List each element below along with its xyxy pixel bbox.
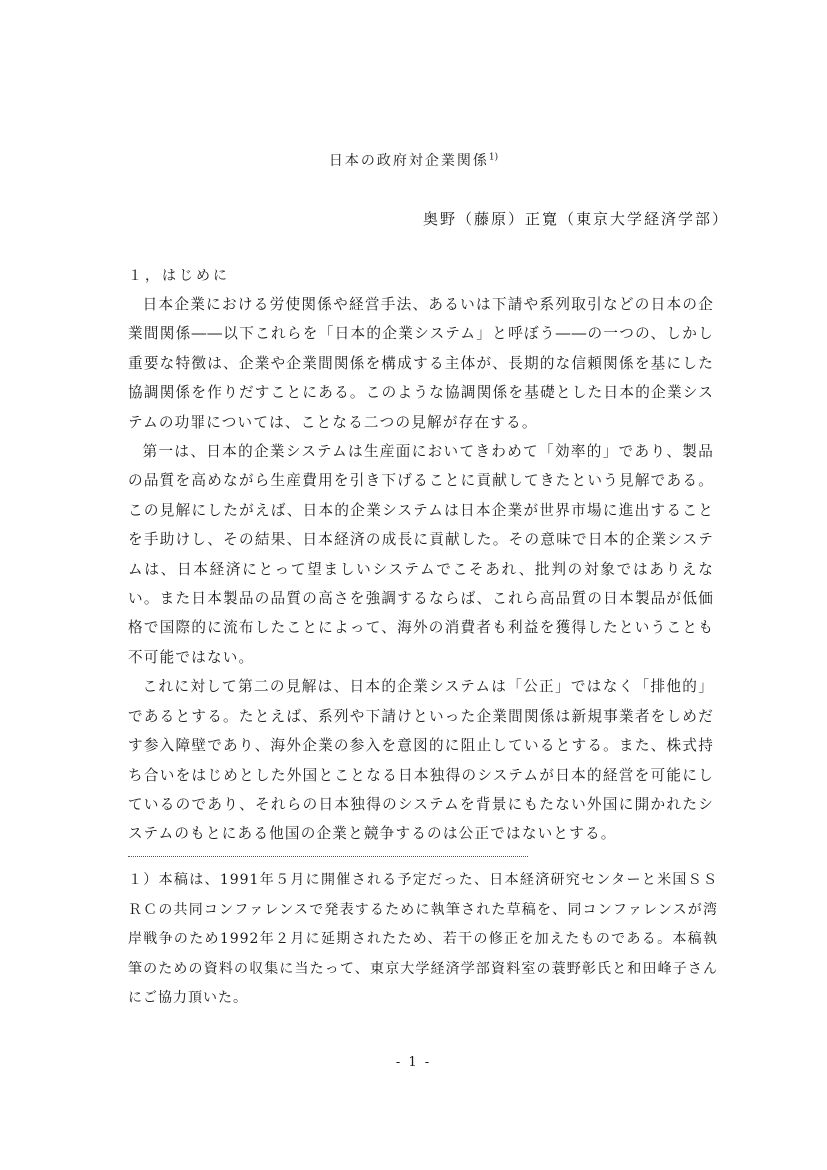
paragraph-3: これに対して第二の見解は、日本的企業システムは「公正」ではなく「排他的」であるとする。たとえば、系列や下請けといった企業間関係は新規事業者をしめだす参入障壁であり、海外企業の参入を意図的に阻止しているとする。また、株式持ち合いをはじめとした外国とことなる日本独得のシステムが日本的経営を可能にしているのであり、それらの日本独得のシステムを背景にもたない外国に開かれたシステムのもとにある他国の企業と競争するのは公正ではないとする。 [128, 678, 714, 843]
footnote-divider [128, 856, 528, 857]
page-number: - 1 - [395, 1055, 432, 1070]
author-line: 奥野（藤原）正寛（東京大学経済学部） [422, 210, 729, 228]
body-text [128, 290, 714, 849]
section-heading: １，はじめに [128, 268, 230, 284]
title-footnote-marker: 1) [488, 152, 499, 163]
paragraph-2: 第一は、日本的企業システムは生産面においてきわめて「効率的」であり、製品の品質を高めながら生産費用を引き下げることに貢献してきたという見解である。この見解にしたがえば、日本的企業システムは日本企業が世界市場に進出することを手助けし、その結果、日本経済の成長に貢献した。その意味で日本的企業システムは、日本経済にとって望ましいシステムでこそあれ、批判の対象ではありえない。また日本製品の品質の高さを強調するならば、これら高品質の日本製品が低価格で国際的に流布したことによって、海外の消費者も利益を獲得したということも不可能ではない。 [128, 443, 714, 666]
page-title [0, 150, 827, 170]
paragraph-1: 日本企業における労使関係や経営手法、あるいは下請や系列取引などの日本の企業間関係――以下これらを「日本的企業システム」と呼ぼう――の一つの、しかし重要な特徴は、企業や企業間関係を構成する主体が、長期的な信頼関係を基にした協調関係を作りだすことにある。このような協調関係を基礎とした日本的企業システムの功罪については、ことなる二つの見解が存在する。 [128, 296, 715, 431]
footnote: １）本稿は、1991年５月に開催される予定だった、日本経済研究センターと米国ＳＳＲＣの共同コンファレンスで発表するために執筆された草稿を、同コンファレンスが湾岸戦争のため1992年２月に延期されたため、若干の修正を加えたものである。本稿執筆のための資料の収集に当たって、東京大学経済学部資料室の蓑野彰氏と和田峰子さんにご協力頂いた。 [128, 872, 718, 1006]
title-text: 日本の政府対企業関係 [328, 153, 489, 169]
